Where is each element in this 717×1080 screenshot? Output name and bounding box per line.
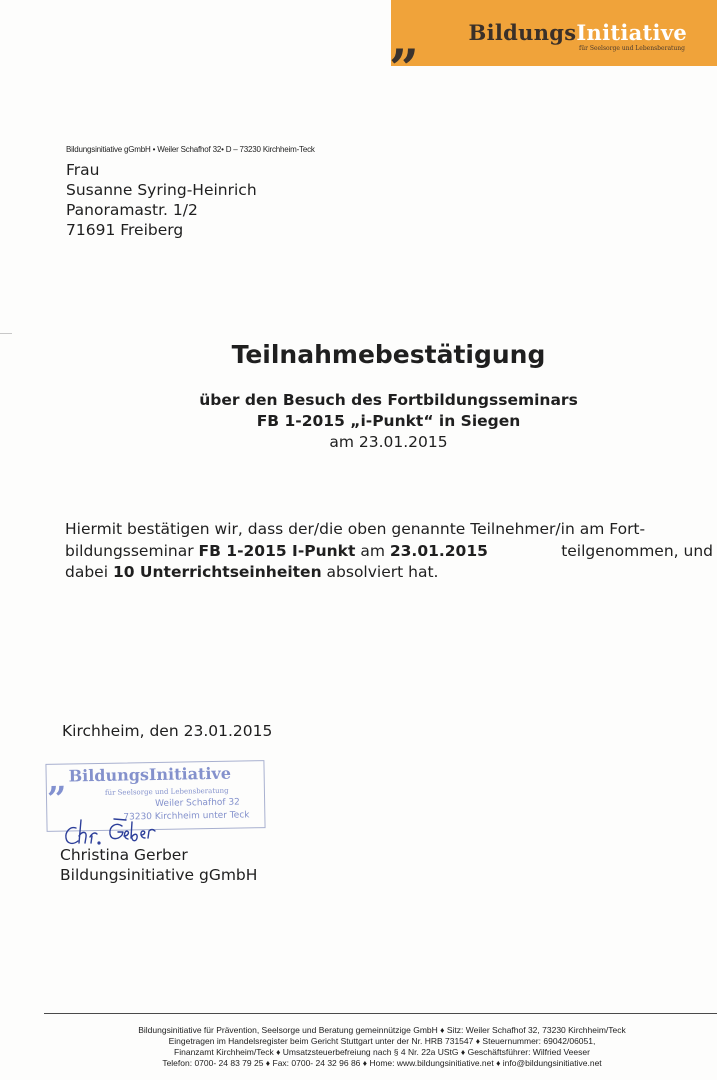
signer-name: Christina Gerber [60,846,188,864]
recipient-salutation: Frau [66,161,100,179]
sender-address-line: Bildungsinitiative gGmbH • Weiler Schafhof 32• D – 73230 Kirchheim-Teck [66,145,315,154]
stamp-address-2: 73230 Kirchheim unter Teck [123,810,250,823]
logo-word-initiative: Initiative [576,20,687,45]
logo-banner [391,0,717,66]
footer-line-3: Finanzamt Kirchheim/Teck ♦ Umsatzsteuerbefreiung nach § 4 Nr. 22a UStG ♦ Geschäftsführer: Wilfried Veeser [174,1047,590,1057]
recipient-street: Panoramastr. 1/2 [66,201,198,219]
recipient-address [66,160,257,240]
footer-line-2: Eingetragen im Handelsregister beim Gericht Stuttgart unter der Nr. HRB 731547 ♦ Steuernummer: 69042/06051, [168,1036,596,1046]
document-title: Teilnahmebestätigung [231,340,546,369]
stamp-quote-icon: ” [46,779,67,820]
confirmation-paragraph [65,519,713,584]
text-am: am [355,541,390,560]
text-participated: teilgenommen, und [561,541,713,560]
text-seminar-date: 23.01.2015 [389,541,488,560]
paragraph-line-3 [65,562,713,584]
signer-organization: Bildungsinitiative gGmbH [60,865,258,884]
stamp-subtitle: für Seelsorge und Lebensberatung [104,786,229,797]
subtitle-line-3: am 23.01.2015 [329,433,448,451]
recipient-name: Susanne Syring-Heinrich [66,181,257,199]
subtitle-line-2: FB 1-2015 „i-Punkt“ in Siegen [256,412,521,430]
text-seminar-prefix: bildungsseminar [65,541,199,560]
footer [0,1025,717,1069]
text-completed: absolviert hat. [321,563,439,581]
logo-word-bildungs: Bildungs [468,20,577,45]
footer-divider [44,1013,717,1014]
place-date: Kirchheim, den 23.01.2015 [62,722,273,740]
paragraph-line-1: Hiermit bestätigen wir, dass der/die oben genannte Teilnehmer/in am Fort- [65,520,646,538]
stamp-title: BildungsInitiative [68,763,232,786]
recipient-city: 71691 Freiberg [66,221,184,239]
logo-title [469,20,687,45]
text-seminar-code: FB 1-2015 I-Punkt [198,541,356,560]
footer-line-4: Telefon: 0700- 24 83 79 25 ♦ Fax: 0700- 24 32 96 86 ♦ Home: www.bildungsinitiative.net ♦ info@bildungsinitiative.net [162,1058,602,1068]
fold-mark [0,333,12,334]
stamp-address-1: Weiler Schafhof 32 [155,797,240,810]
paragraph-line-2 [65,541,713,563]
signer-block [60,846,257,885]
logo-quote-icon: ” [389,39,419,100]
text-units: 10 Unterrichtseinheiten [112,563,322,581]
footer-line-1: Bildungsinitiative für Prävention, Seelsorge und Beratung gemeinnützige GmbH ♦ Sitz: Weiler Schafhof 32, 73230 Kirchheim/Teck [138,1025,626,1035]
text-dabei: dabei [65,563,113,581]
subtitle-line-1: über den Besuch des Fortbildungsseminars [199,391,578,409]
logo-subtitle: für Seelsorge und Lebensberatung [578,45,685,52]
paragraph-line-2-left [65,541,488,563]
